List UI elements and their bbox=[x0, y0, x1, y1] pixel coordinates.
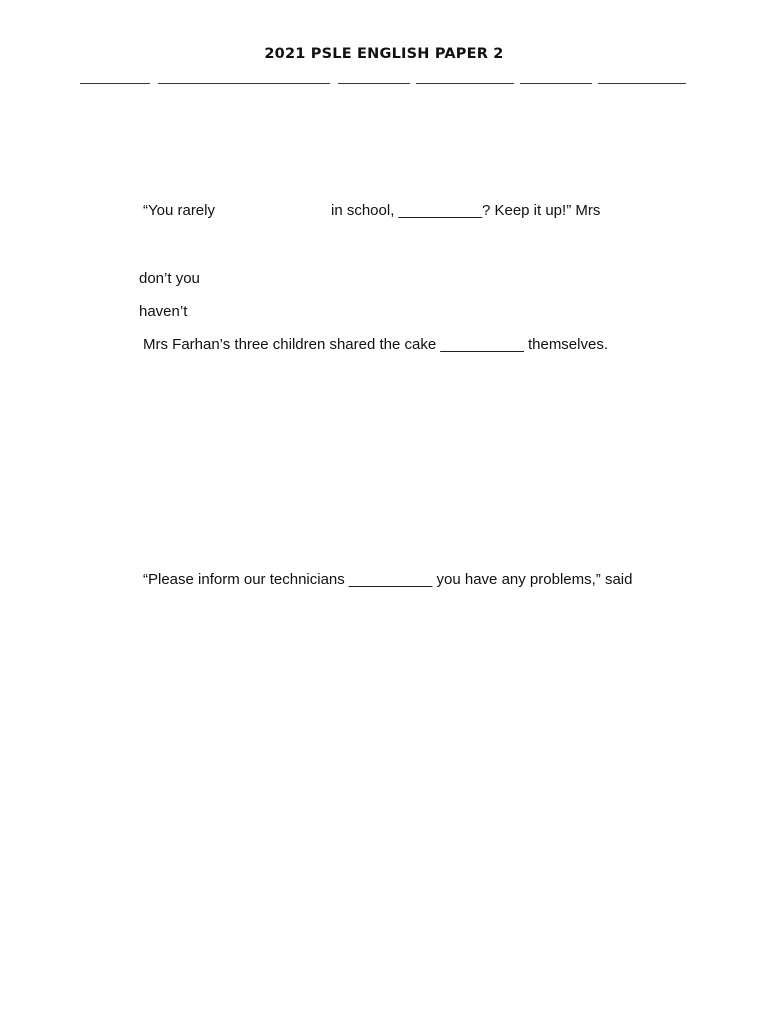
header-title: 2021 PSLE ENGLISH PAPER 2 bbox=[264, 46, 504, 62]
question-3: “Please inform our technicians __________ you have any problems,” said bbox=[143, 571, 633, 588]
question-1-end: in school, __________? Keep it up!” Mrs bbox=[331, 202, 601, 219]
question-2: Mrs Farhan’s three children shared the cake __________ themselves. bbox=[143, 336, 608, 353]
option-dont-you: don’t you bbox=[139, 270, 200, 287]
question-1-start: “You rarely bbox=[143, 202, 215, 219]
header-rule bbox=[80, 83, 686, 84]
option-havent: haven’t bbox=[139, 303, 188, 320]
